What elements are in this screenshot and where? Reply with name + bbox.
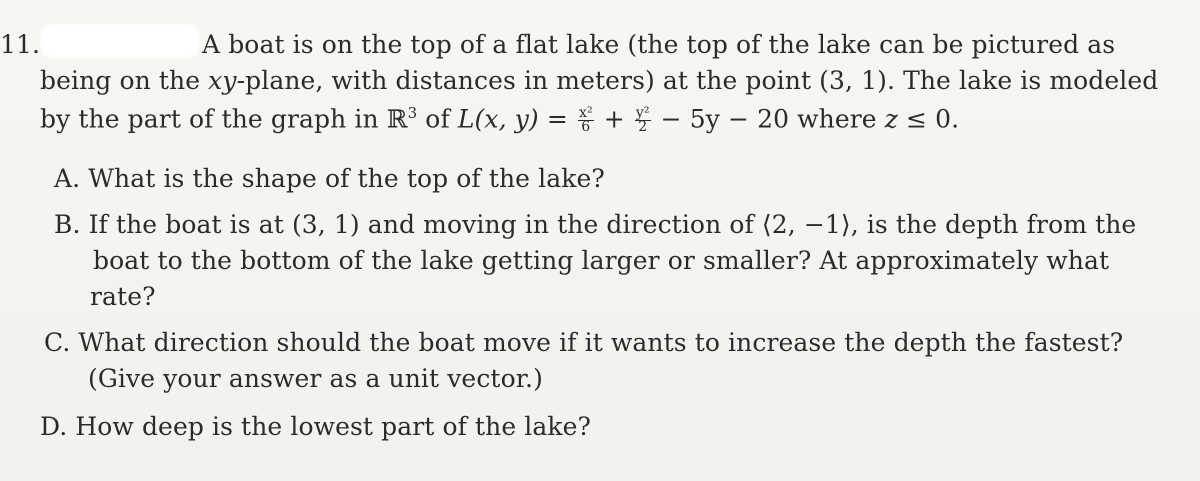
intro-line-2-start: being on the xyxy=(40,66,209,95)
z-variable: z xyxy=(884,104,899,134)
question-b-line-1: B. If the boat is at (3, 1) and moving in the direction of ⟨2, −1⟩, is the depth from the xyxy=(54,210,1137,239)
problem-intro-line-2 xyxy=(40,66,1158,95)
question-c-line-2: (Give your answer as a unit vector.) xyxy=(88,364,543,393)
xy-variable: xy xyxy=(208,66,237,95)
problem-intro-line-3 xyxy=(40,104,959,134)
equals-sign: = xyxy=(538,104,576,134)
plus-sign: + xyxy=(595,104,633,134)
redacted-region xyxy=(40,24,200,58)
question-b-line-3: rate? xyxy=(90,282,156,311)
intro-line-2-end: -plane, with distances in meters) at the point (3, 1). The lake is modeled xyxy=(236,66,1159,95)
question-c-line-1: C. What direction should the boat move if it wants to increase the depth the fastest? xyxy=(44,328,1124,357)
of-text: of xyxy=(417,104,458,134)
function-tail: − 5y − 20 where xyxy=(652,104,885,134)
intro-line-3-start: by the part of the graph in ℝ xyxy=(40,104,408,134)
fraction-x-squared-over-6 xyxy=(578,107,594,134)
function-name: L(x, y) xyxy=(457,104,539,134)
fraction-1-denominator: 6 xyxy=(581,119,591,136)
question-d: D. How deep is the lowest part of the lake? xyxy=(40,412,592,441)
problem-number: 11. xyxy=(0,30,41,59)
r3-exponent: 3 xyxy=(407,104,418,122)
condition-rest: ≤ 0. xyxy=(898,104,960,134)
question-b-line-2: boat to the bottom of the lake getting larger or smaller? At approximately what xyxy=(93,246,1110,275)
fraction-y-squared-over-2 xyxy=(635,107,651,134)
fraction-2-numerator: y² xyxy=(635,105,650,122)
fraction-1-numerator: x² xyxy=(578,105,593,122)
fraction-2-denominator: 2 xyxy=(638,119,648,136)
question-a: A. What is the shape of the top of the lake? xyxy=(54,164,605,193)
problem-intro-line-1: A boat is on the top of a flat lake (the top of the lake can be pictured as xyxy=(202,30,1116,59)
